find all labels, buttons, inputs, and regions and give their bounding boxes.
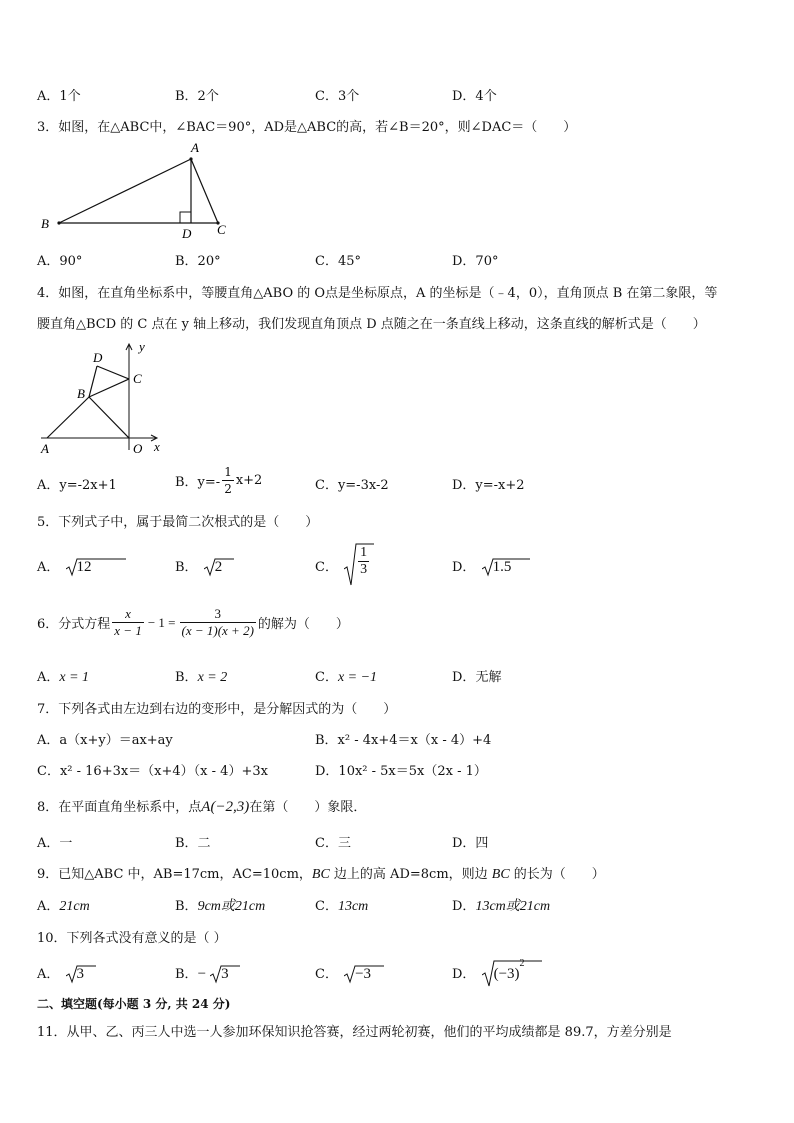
q10-stem: 10．下列各式没有意义的是（ ）: [37, 931, 227, 946]
q6-option-d: D．无解: [452, 670, 502, 685]
q4-coordinate-figure: [37, 340, 177, 458]
q7-option-d: D．10x² - 5x＝5x（2x - 1）: [315, 764, 487, 779]
q9-option-b: B．9cm或21cm: [175, 899, 266, 914]
q4-stem-line2: 腰直角△BCD 的 C 点在 y 轴上移动，我们发现直角顶点 D 点随之在一条直线上移动，这条直线的解析式是（ ）: [37, 317, 706, 332]
sqrt-3: 3: [66, 966, 85, 983]
q5-option-d: D． 1.5: [452, 556, 511, 576]
q6-fraction-left: $\frac{x}{x - 1}$: [114, 606, 142, 638]
q3-label-c: C: [217, 222, 226, 237]
q2-option-c: C．3个: [315, 89, 360, 104]
q2-option-a: A．1个: [37, 89, 81, 104]
q10-option-a: A． 3: [37, 963, 84, 983]
q7-option-b: B．x² - 4x+4＝x（x - 4）+4: [315, 733, 492, 748]
section-title-fill-in: 二、填空题(每小题 3 分, 共 24 分): [37, 997, 231, 1011]
sqrt-12: 12: [66, 559, 92, 576]
q3-label-d: D: [182, 226, 192, 240]
q4-option-c: C．y=-3x-2: [315, 478, 389, 493]
q4-label-x: x: [154, 439, 160, 454]
q3-triangle-figure: [37, 140, 237, 240]
q4-label-a: A: [41, 441, 49, 456]
q9-option-d: D．13cm或21cm: [452, 899, 551, 914]
q4-stem-line1: 4．如图，在直角坐标系中，等腰直角△ABO 的 O点是坐标原点，A 的坐标是（﹣4，0），直角顶点 B 在第二象限，等: [37, 286, 718, 301]
q2-option-d: D．4个: [452, 89, 497, 104]
q6-stem: 6．分式方程 $\frac{x}{x - 1}$ − 1 = $\frac{3}{(x - 1)(x + 2)}$ 的解为（ ）: [37, 606, 349, 638]
q10-option-d: D． $(-3)^2$: [452, 958, 525, 978]
q6-option-a: A．x = 1: [37, 670, 90, 685]
q8-point: A(−2,3): [201, 799, 250, 815]
sqrt-neg-3-squared: $(-3)^2$: [482, 960, 525, 978]
sqrt-1-5: 1.5: [482, 559, 512, 576]
q4-label-b: B: [77, 386, 85, 401]
q4-option-d: D．y=-x+2: [452, 478, 525, 493]
q4-option-b-prefix: B．y=-: [175, 475, 221, 490]
q4-label-c: C: [133, 371, 142, 386]
neg-sqrt-3: 3: [210, 966, 229, 983]
q6-fraction-right: $\frac{3}{(x - 1)(x + 2)}$: [181, 606, 254, 638]
q4-label-o: O: [133, 441, 143, 456]
q7-option-c: C．x² - 16+3x＝（x+4）（x - 4）+3x: [37, 764, 268, 779]
q8-option-c: C．三: [315, 836, 351, 851]
q9-option-c: C．13cm: [315, 899, 369, 914]
q4-option-b-suffix: x+2: [235, 473, 263, 488]
q8-option-d: D．四: [452, 836, 489, 851]
q9-option-a: A．21cm: [37, 899, 90, 914]
q10-option-c: C． −3: [315, 963, 371, 983]
sqrt-2: 2: [204, 559, 223, 576]
q4-option-b-fraction: $\frac{1}{2}$: [224, 465, 232, 496]
q3-option-d: D．70°: [452, 254, 499, 269]
q9-stem: 9．已知△ABC 中，AB=17cm，AC=10cm，BC 边上的高 AD=8cm，则边 BC 的长为（ ）: [37, 867, 605, 882]
q4-label-y: y: [139, 340, 145, 354]
q11-stem: 11．从甲、乙、丙三人中选一人参加环保知识抢答赛，经过两轮初赛，他们的平均成绩都是 89.7，方差分别是: [37, 1025, 672, 1040]
q7-stem: 7．下列各式由左边到右边的变形中，是分解因式的为（ ）: [37, 702, 397, 717]
q2-option-b: B．2个: [175, 89, 219, 104]
q6-option-b: B．x = 2: [175, 670, 228, 685]
q10-option-b: B．− 3: [175, 963, 229, 983]
q5-option-c: C． $\frac{1}{3}$: [315, 543, 371, 578]
q4-option-a: A．y=-2x+1: [37, 478, 117, 493]
q5-option-a: A． 12: [37, 556, 92, 576]
q5-stem: 5．下列式子中，属于最简二次根式的是（ ）: [37, 515, 319, 530]
q4-option-b: [175, 464, 262, 497]
q8-option-a: A．一: [37, 836, 73, 851]
q3-label-a: A: [191, 140, 199, 155]
q3-option-c: C．45°: [315, 254, 361, 269]
q8-stem: 8．在平面直角坐标系中，点A(−2,3)在第（ ）象限．: [37, 799, 367, 815]
q7-option-a: A．a（x+y）＝ax+ay: [37, 733, 173, 748]
q4-label-d: D: [93, 350, 103, 365]
q3-option-a: A．90°: [37, 254, 83, 269]
sqrt-neg-3: −3: [344, 966, 371, 983]
q3-option-b: B．20°: [175, 254, 221, 269]
q3-stem: 3．如图，在△ABC中，∠BAC＝90°，AD是△ABC的高，若∠B＝20°，则∠DAC＝（ ）: [37, 120, 577, 135]
q5-option-b: B． 2: [175, 556, 222, 576]
q8-option-b: B．二: [175, 836, 211, 851]
q6-option-c: C．x = −1: [315, 670, 378, 685]
sqrt-one-third: $\frac{1}{3}$: [344, 543, 371, 578]
q3-label-b: B: [41, 216, 49, 231]
